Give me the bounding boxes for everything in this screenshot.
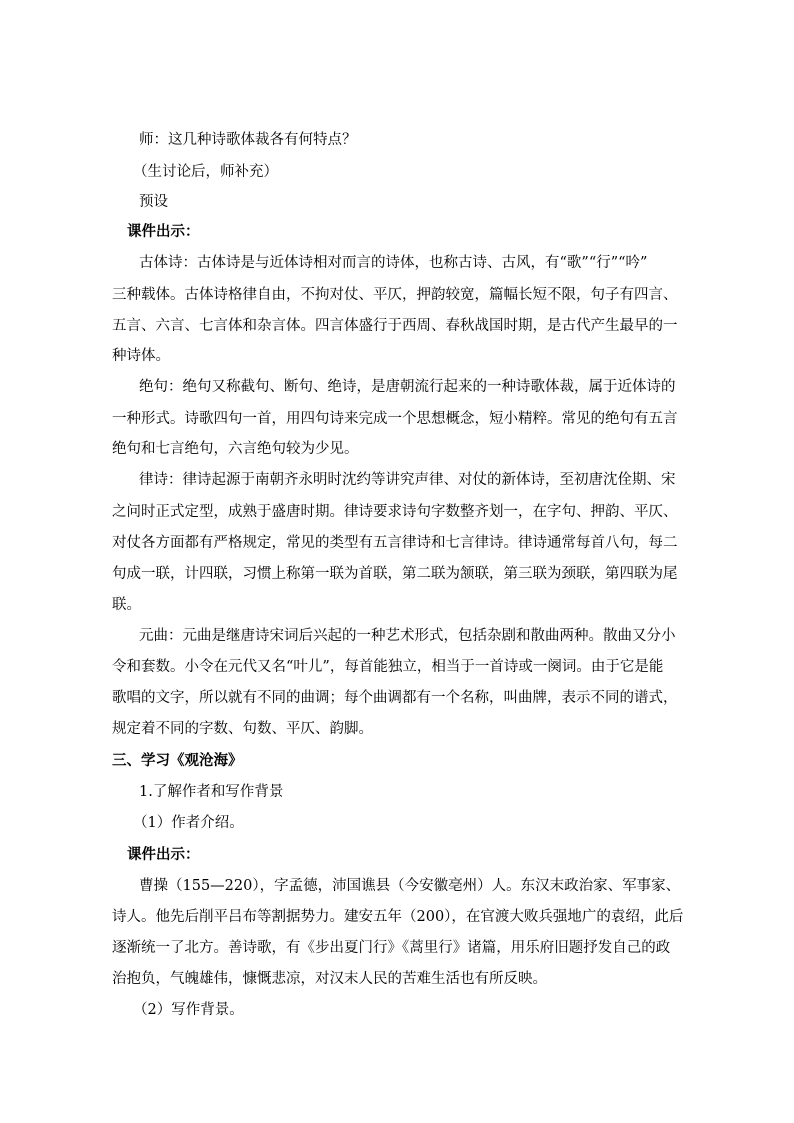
courseware-label: 课件出示： xyxy=(127,223,200,240)
jueju-line-1: 绝句：绝句又称截句、断句、绝诗，是唐朝流行起来的一种诗歌体裁，属于近体诗的 xyxy=(139,379,676,395)
background-label: （2）写作背景。 xyxy=(133,1002,244,1018)
caocao-line-4: 治抱负，气魄雄伟，慷慨悲凉，对汉末人民的苦难生活也有所反映。 xyxy=(112,971,547,987)
yuanqu-line-1: 元曲：元曲是继唐诗宋词后兴起的一种艺术形式，包括杂剧和散曲两种。散曲又分小 xyxy=(139,628,676,644)
ancient-poem-line-4: 种诗体。 xyxy=(112,348,170,364)
courseware-label-2: 课件出示： xyxy=(127,846,200,863)
section-three-heading: 三、学习《观沧海》 xyxy=(112,752,243,769)
ancient-poem-line-3: 五言、六言、七言体和杂言体。四言体盛行于西周、春秋战国时期，是古代产生最早的一 xyxy=(112,318,678,334)
author-intro-label: （1）作者介绍。 xyxy=(133,815,244,831)
lushi-line-5: 联。 xyxy=(112,597,141,613)
ancient-poem-line-1: 古体诗：古体诗是与近体诗相对而言的诗体，也称古诗、古风，有“歌”“行”“吟” xyxy=(139,255,648,271)
discussion-note: （生讨论后，师补充） xyxy=(133,164,278,180)
preset-label: 预设 xyxy=(139,194,168,210)
subsection-1: 1.了解作者和写作背景 xyxy=(139,784,284,800)
lushi-line-3: 对仗各方面都有严格规定，常见的类型有五言律诗和七言律诗。律诗通常每首八句，每二 xyxy=(112,535,678,551)
caocao-line-3: 逐渐统一了北方。善诗歌，有《步出夏门行》《蒿里行》诸篇，用乐府旧题抒发自己的政 xyxy=(112,940,671,956)
yuanqu-line-3: 歌唱的文字，所以就有不同的曲调；每个曲调都有一个名称，叫曲牌，表示不同的谱式， xyxy=(112,690,678,706)
lushi-line-2: 之问时正式定型，成熟于盛唐时期。律诗要求诗句字数整齐划一，在字句、押韵、平仄、 xyxy=(112,504,678,520)
caocao-line-1: 曹操（155—220），字孟德，沛国谯县（今安徽亳州）人。东汉末政治家、军事家、 xyxy=(139,878,681,894)
lushi-line-4: 句成一联，计四联，习惯上称第一联为首联，第二联为颔联，第三联为颈联，第四联为尾 xyxy=(112,566,678,582)
caocao-line-2: 诗人。他先后削平吕布等割据势力。建安五年（200），在官渡大败兵强地广的袁绍，此后 xyxy=(112,909,684,925)
teacher-question: 师：这几种诗歌体裁各有何特点？ xyxy=(139,132,357,148)
jueju-line-3: 绝句和七言绝句，六言绝句较为少见。 xyxy=(112,441,359,457)
yuanqu-line-4: 规定着不同的字数、句数、平仄、韵脚。 xyxy=(112,721,373,737)
ancient-poem-line-2: 三种载体。古体诗格律自由，不拘对仗、平仄，押韵较宽，篇幅长短不限，句子有四言、 xyxy=(112,287,678,303)
yuanqu-line-2: 令和套数。小令在元代又名“叶儿”，每首能独立，相当于一首诗或一阕词。由于它是能 xyxy=(112,659,664,675)
lushi-line-1: 律诗：律诗起源于南朝齐永明时沈约等讲究声律、对仗的新体诗，至初唐沈佺期、宋 xyxy=(139,472,676,488)
jueju-line-2: 一种形式。诗歌四句一首，用四句诗来完成一个思想概念，短小精粹。常见的绝句有五言 xyxy=(112,411,678,427)
